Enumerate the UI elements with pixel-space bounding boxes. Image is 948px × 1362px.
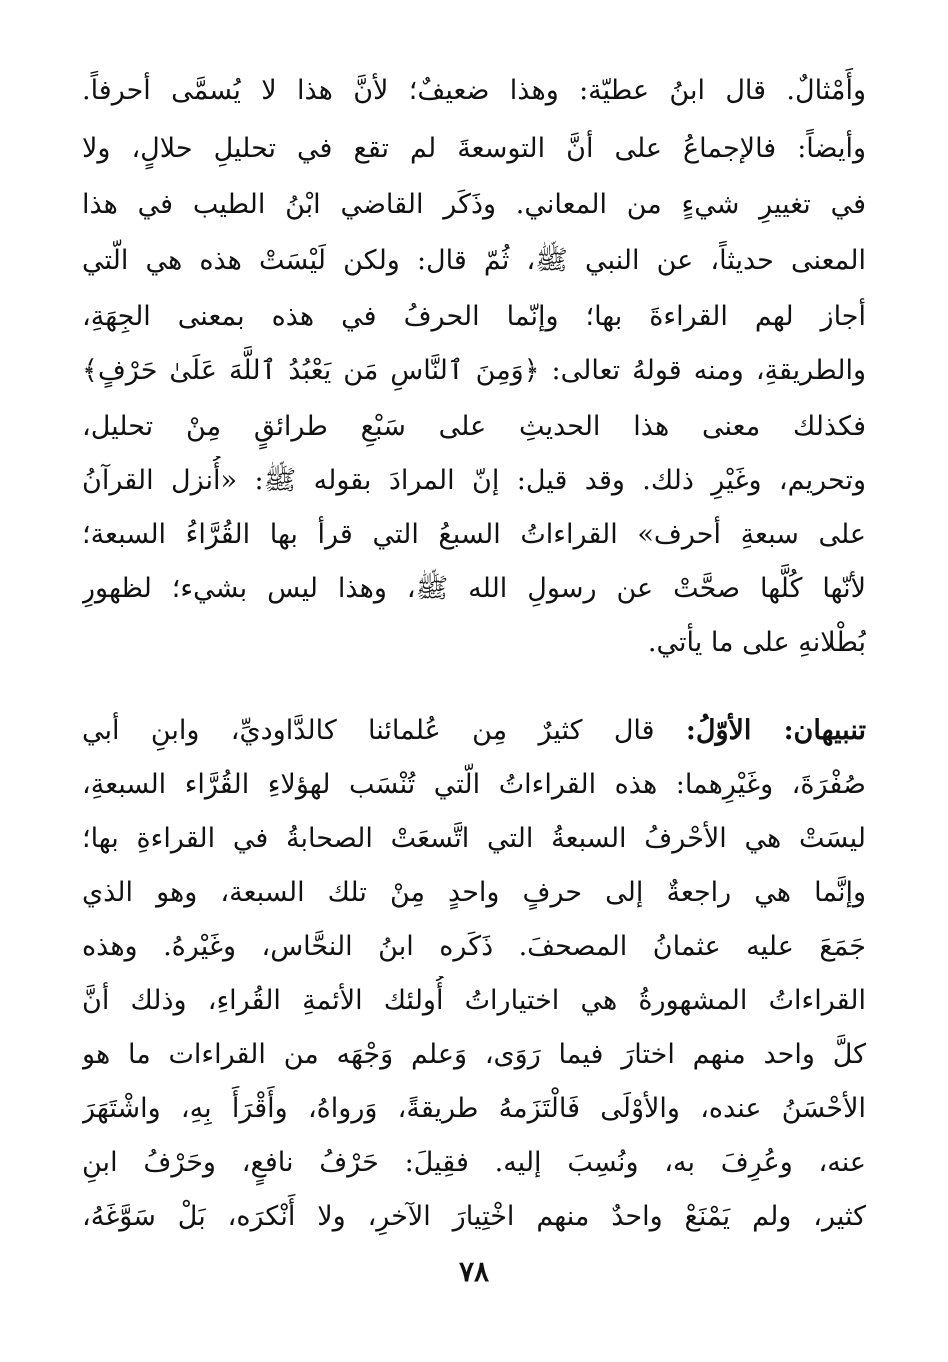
- text-line: جَمَعَ عليه عثمانُ المصحفَ. ذَكَره ابنُ النحَّاس، وغَيْرهُ. وهذه: [82, 931, 866, 962]
- text-line: عنه، وعُرِفَ به، ونُسِبَ إليه. فقِيلَ: حَرْفُ نافعٍ، وحَرْفُ ابنِ: [82, 1147, 866, 1178]
- section-heading: تنبيهان: الأوّلُ:: [685, 715, 866, 746]
- text-line-last: بُطْلانهِ على ما يأتي.: [647, 627, 866, 658]
- text-line: صُفْرَةَ، وغَيْرِهما: هذه القراءاتُ الّتي تُنْسَب لهؤلاءِ القُرَّاء السبعةِ،: [82, 769, 866, 800]
- text-line: والطريقةِ، ومنه قولهُ تعالى: ﴿وَمِنَ ٱلنَّاسِ مَن يَعْبُدُ ٱللَّهَ عَلَىٰ حَرْفٍ﴾: [82, 355, 866, 386]
- text-line: كلَّ واحد منهم اختارَ فيما رَوَى، وَعلم وَجْهَه من القراءات ما هو: [82, 1039, 866, 1070]
- text-line: ليسَتْ هي الأحْرفُ السبعةُ التي اتَّسعَتْ الصحابةُ في القراءةِ بها؛: [82, 823, 866, 854]
- text-line: الأحْسَنُ عنده، والأوْلَى فَالْتَزَمهُ طريقةً، وَرواهُ، وأَقْرَأَ بِهِ، واشْتَهَرَ: [82, 1093, 866, 1124]
- text-line: وتحريم، وغَيْرِ ذلك. وقد قيل: إنّ المرادَ بقوله ﷺ: «أُنزل القرآنُ: [82, 465, 866, 496]
- page-number: ٧٨: [458, 1255, 490, 1288]
- text-line: وأيضاً: فالإجماعُ على أنَّ التوسعةَ لم تقع في تحليلِ حلالٍ، ولا: [82, 133, 866, 164]
- text-line: فكذلك معنى هذا الحديثِ على سَبْعِ طرائقٍ مِنْ تحليل،: [82, 411, 866, 442]
- section-first-line: [82, 706, 866, 756]
- text-line: كثير، ولم يَمْنَعْ واحدٌ منهم اخْتِيارَ الآخرِ، ولا أَنْكرَه، بَلْ سَوَّغَهُ،: [82, 1201, 866, 1232]
- text-line: القراءاتُ المشهورةُ هي اختياراتُ أُولئك الأئمةِ القُراءِ، وذلك أنَّ: [82, 985, 866, 1016]
- text-line: المعنى حديثاً، عن النبي ﷺ، ثُمّ قال: ولكن لَيْسَتْ هذه هي الّتي: [82, 245, 866, 276]
- text-line: لأنّها كُلَّها صحَّتْ عن رسولِ الله ﷺ، وهذا ليس بشيء؛ لظهورِ: [82, 573, 866, 604]
- text-line: أجاز لهم القراءةَ بها؛ وإنّما الحرفُ في هذه بمعنى الجِهَةِ،: [82, 301, 866, 332]
- text-line: على سبعةِ أحرف» القراءاتُ السبعُ التي قرأ بها القُرَّاءُ السبعة؛: [82, 519, 866, 550]
- text-line: وأَمْثالٌ. قال ابنُ عطيّة: وهذا ضعيفٌ؛ لأنَّ هذا لا يُسمَّى أحرفاً.: [82, 75, 866, 106]
- text-line: في تغييرِ شيءٍ من المعاني. وذَكَر القاضي ابْنُ الطيب في هذا: [82, 189, 866, 220]
- text-line: وإنَّما هي راجعةٌ إلى حرفٍ واحدٍ مِنْ تلك السبعة، وهو الذي: [82, 877, 866, 908]
- section-first-line-text: قال كثيرٌ مِن عُلمائنا كالدَّاوديِّ، وابنِ أبي: [82, 715, 686, 746]
